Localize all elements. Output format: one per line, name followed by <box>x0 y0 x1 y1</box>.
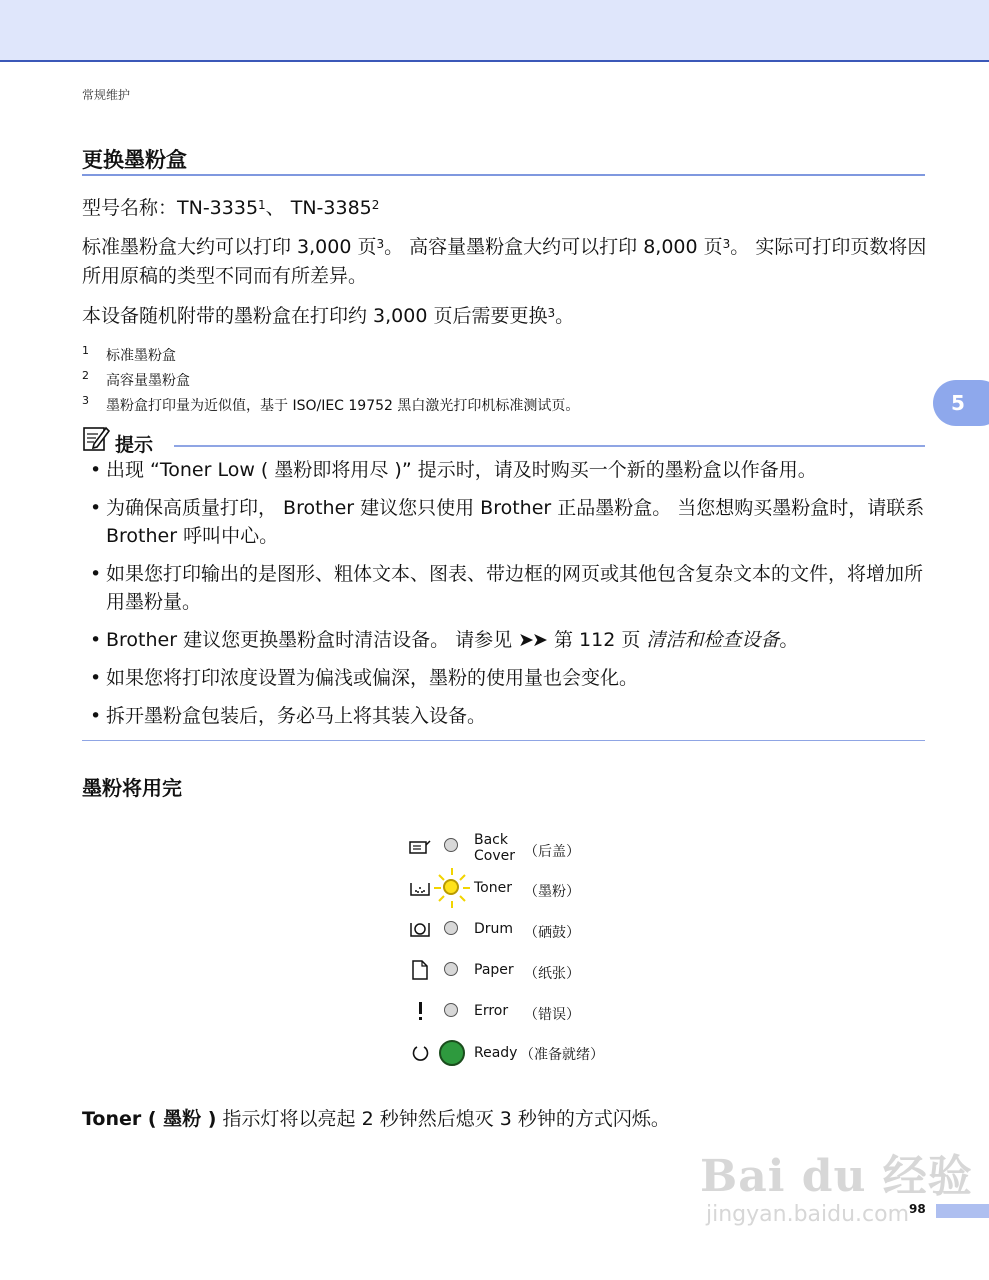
led-row-back-cover <box>408 832 638 862</box>
led-label-cn: （后盖） <box>524 844 580 860</box>
ref-end: 。 <box>779 629 799 651</box>
led-label: Toner <box>474 880 512 896</box>
yield-text-a: 标准墨粉盒大约可以打印 3,000 页 <box>82 236 377 258</box>
cross-reference-link[interactable]: 清洁和检查设备 <box>646 629 780 651</box>
paper-icon <box>408 959 432 981</box>
footnote-ref: 2 <box>371 198 380 212</box>
footnote-number: 2 <box>82 369 89 382</box>
footnote-text: 标准墨粉盒 <box>106 348 176 364</box>
included-end: 。 <box>555 305 575 327</box>
list-item: • 如果您打印输出的是图形、粗体文本、图表、带边框的网页或其他包含复杂文本的文件，将增加所用墨粉量。 <box>90 560 925 616</box>
model-paragraph <box>82 194 927 223</box>
double-arrow-icon: ➤➤ <box>518 629 546 651</box>
led-label-cn: （准备就绪） <box>520 1047 604 1063</box>
list-item <box>90 626 925 654</box>
footnote-number: 3 <box>82 394 89 407</box>
footnote-number: 1 <box>82 344 89 357</box>
toner-label-bold: Toner ( 墨粉 ) <box>82 1108 217 1130</box>
led-row-toner <box>408 873 638 903</box>
watermark-url: jingyan.baidu.com <box>706 1202 910 1227</box>
led-row-drum <box>408 914 638 944</box>
section-title: 更换墨粉盒 <box>82 148 187 172</box>
led-indicator-ready <box>439 1040 465 1066</box>
ready-icon <box>408 1042 432 1064</box>
toner-blink-description <box>82 1104 670 1131</box>
footnote <box>82 369 190 390</box>
list-item: • 出现 “Toner Low ( 墨粉即将用尽 )” 提示时，请及时购买一个新的墨粉盒以作备用。 <box>90 456 925 484</box>
running-head: 常规维护 <box>82 88 131 102</box>
included-paragraph <box>82 302 927 331</box>
note-pencil-icon <box>82 424 110 452</box>
footnote-ref: 1 <box>258 198 266 212</box>
list-item: • 拆开墨粉盒包装后，务必马上将其装入设备。 <box>90 702 925 730</box>
note-end-rule <box>82 740 925 741</box>
led-row-ready <box>408 1038 638 1068</box>
page-reference: 第 112 页 <box>553 629 641 651</box>
led-indicator <box>444 1003 458 1017</box>
drum-icon <box>408 918 432 940</box>
model-separator: 、 TN-3385 <box>265 197 372 219</box>
back-cover-icon <box>408 836 432 858</box>
yield-paragraph <box>82 233 927 291</box>
list-item: • 如果您将打印浓度设置为偏浅或偏深，墨粉的使用量也会变化。 <box>90 664 925 692</box>
led-indicator <box>444 921 458 935</box>
top-band <box>0 0 989 62</box>
led-label <box>474 832 515 864</box>
toner-icon <box>408 877 432 899</box>
note-list <box>90 456 925 740</box>
led-label: Error <box>474 1003 509 1019</box>
toner-blink-text: 指示灯将以亮起 2 秒钟然后熄灭 3 秒钟的方式闪烁。 <box>216 1108 670 1130</box>
led-label-line2: Cover <box>474 848 515 864</box>
led-label-line1: Back <box>474 832 508 848</box>
footnote <box>82 394 579 415</box>
watermark-logo: Bai du 经验 <box>700 1151 973 1202</box>
footnote-ref: 3 <box>547 306 556 320</box>
note-header <box>82 424 925 454</box>
chapter-tab <box>933 380 989 426</box>
led-row-paper <box>408 955 638 985</box>
led-label-cn: （错误） <box>524 1007 580 1023</box>
footnote <box>82 344 176 365</box>
led-label: Ready <box>474 1045 518 1061</box>
title-rule <box>82 174 925 176</box>
led-row-error <box>408 996 638 1026</box>
led-label: Drum <box>474 921 514 937</box>
page-number: 98 <box>909 1202 926 1216</box>
led-label-cn: （硒鼓） <box>524 925 580 941</box>
list-item: • 为确保高质量打印， Brother 建议您只使用 Brother 正品墨粉盒。 当您想购买墨粉盒时，请联系 Brother 呼叫中心。 <box>90 494 925 550</box>
footnote-text: 高容量墨粉盒 <box>106 373 190 389</box>
led-indicator-blinking <box>443 879 459 895</box>
led-indicator <box>444 962 458 976</box>
led-indicator <box>444 838 458 852</box>
led-label-cn: （纸张） <box>524 966 580 982</box>
ref-text: Brother 建议您更换墨粉盒时清洁设备。 请参见 <box>106 629 513 651</box>
page-number-box <box>936 1204 989 1218</box>
note-rule <box>174 445 925 447</box>
error-icon <box>408 1000 432 1022</box>
footnote-ref: 3 <box>376 237 385 251</box>
yield-text-c: 。 实际可打印页数将因所用原稿的类型不同而有所差异。 <box>82 236 927 287</box>
footnote-ref: 3 <box>722 237 731 251</box>
chapter-number: 5 <box>951 391 965 415</box>
footnote-text: 墨粉盒打印量为近似值，基于 ISO/IEC 19752 黑白激光打印机标准测试页。 <box>106 398 580 414</box>
led-label-cn: （墨粉） <box>524 884 580 900</box>
subsection-title: 墨粉将用完 <box>82 776 182 800</box>
yield-text-b: 。 高容量墨粉盒大约可以打印 8,000 页 <box>384 236 723 258</box>
model-prefix: 型号名称：TN-3335 <box>82 197 259 219</box>
led-label: Paper <box>474 962 514 978</box>
note-title: 提示 <box>115 434 154 456</box>
included-text: 本设备随机附带的墨粉盒在打印约 3,000 页后需要更换 <box>82 305 548 327</box>
